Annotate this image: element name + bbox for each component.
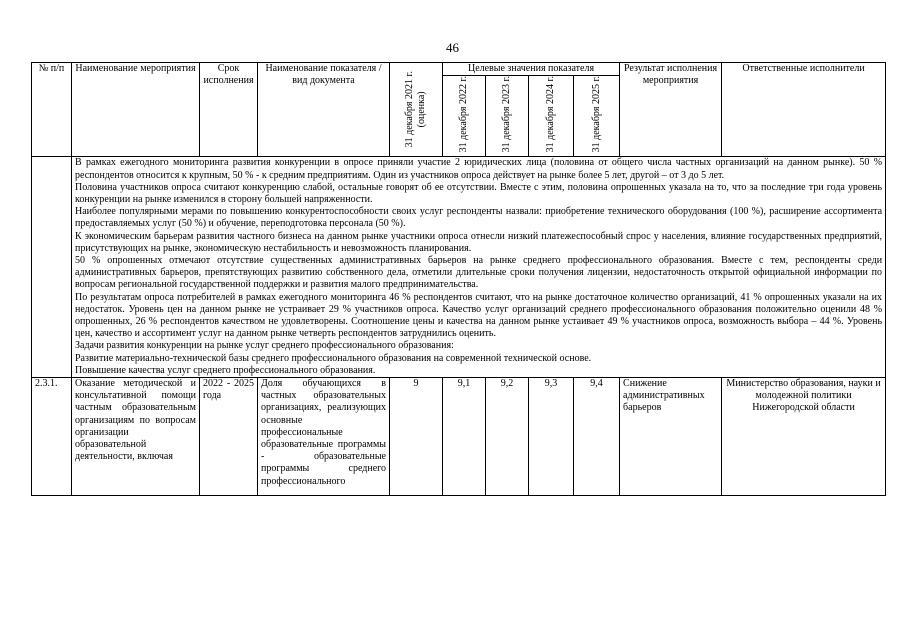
description-paragraph: 50 % опрошенных отмечают отсутствие существенных административных барьеров на рынке среднего профессионального образования. Вместе с тем, респонденты среди административных барьеров, препятствующих развитию собственного дела, отметили длительные сроки получения лицензии, недостаточность открытой официальной информации по вопросам региональной государственной поддержки и развития малого предпринимательства. — [75, 254, 883, 291]
description-paragraph: В рамках ежегодного мониторинга развития конкуренции в опросе приняли участие 2 юридических лица (половина от общего числа частных организаций на данном рынке). 50 % респондентов относится к крупным, 50 % - к средним предприятиям. Один из участников опроса действует на рынке более 5 лет, другой – от 3 до 5 лет. — [75, 157, 883, 181]
header-2025-text: 31 декабря 2025 г. — [590, 76, 602, 153]
row-result: Снижение административных барьеров — [620, 378, 722, 496]
description-cell — [72, 157, 886, 378]
header-deadline: Срок исполнения — [200, 63, 258, 157]
measures-table — [31, 62, 886, 496]
description-paragraph: Повышение качества услуг среднего профессионального образования. — [75, 364, 376, 376]
row-value-2022: 9,1 — [443, 378, 486, 496]
header-result: Результат исполнения мероприятия — [620, 63, 722, 157]
header-2021 — [390, 63, 443, 157]
description-paragraph: Задачи развития конкуренции на рынке услуг среднего профессионального образования: — [75, 340, 454, 352]
description-paragraph: Развитие материально-технической базы среднего профессионального образования на современной технической основе. — [75, 352, 592, 364]
header-indicator-name: Наименование показателя / вид документа — [258, 63, 390, 157]
description-paragraph: Наиболее популярными мерами по повышению конкурентоспособности своих услуг респонденты назвали: приобретение технического оборудования (100 %), расширение ассортимента предоставляемых услуг (50 %) и обучение, переподготовка персонала (50 %). — [75, 206, 883, 230]
header-2021-text: 31 декабря 2021 г. (оценка) — [404, 71, 427, 148]
description-paragraph: К экономическим барьерам развития частного бизнеса на данном рынке участники опроса отнесли низкий платежеспособный спрос у населения, влияние государственных предприятий, присутствующих на рынке, экономическую нестабильность и невозможность планирования. — [75, 230, 883, 254]
description-empty-cell — [32, 157, 72, 378]
page-number: 46 — [446, 40, 459, 55]
row-responsible: Министерство образования, науки и молодежной политики Нижегородской области — [722, 378, 886, 496]
header-responsible: Ответственные исполнители — [722, 63, 886, 157]
header-2023-text: 31 декабря 2023 г. — [501, 76, 512, 153]
row-value-2021: 9 — [390, 378, 443, 496]
header-2025 — [574, 76, 620, 157]
row-deadline: 2022 - 2025 года — [200, 378, 258, 496]
header-2022 — [443, 76, 486, 157]
description-paragraph: Половина участников опроса считают конкуренцию слабой, остальные говорят об ее отсутствии. Вместе с этим, половина опрошенных указала на то, что за последние три года уровень конкуренции на рынке изменился в сторону большей напряженности. — [75, 181, 883, 205]
row-number: 2.3.1. — [32, 378, 72, 496]
header-2024-text: 31 декабря 2024 г. — [545, 76, 556, 153]
header-num: № п/п — [32, 63, 72, 157]
table-row — [32, 378, 886, 496]
row-value-2023: 9,2 — [486, 378, 529, 496]
row-value-2025: 9,4 — [574, 378, 620, 496]
header-2022-text: 31 декабря 2022 г. — [458, 76, 469, 153]
description-paragraph: По результатам опроса потребителей в рамках ежегодного мониторинга 46 % респондентов считают, что на рынке достаточное количество организаций, 41 % опрошенных указали на их недостаток. Уровень цен на данном рынке не устраивает 29 % участников опроса. Качество услуг организаций среднего профессионального образования положительно оценили 48 % опрошенных, 26 % респондентов качеством не удовлетворены. Соотношение цены и качества на данном рынке устаивает 49 % участников опроса, возможность выбора – 44 %. Уровень цен, качество и ассортимент услуг на данном рынке четверть респондентов затруднились оценить. — [75, 291, 883, 340]
header-2023 — [486, 76, 529, 157]
header-2024 — [529, 76, 574, 157]
header-event-name: Наименование мероприятия — [72, 63, 200, 157]
header-target-values: Целевые значения показателя — [443, 63, 620, 76]
row-value-2024: 9,3 — [529, 378, 574, 496]
row-event: Оказание методической и консультативной помощи частным образовательным организациям по вопросам организации образовательной деятельности, включая — [72, 378, 200, 496]
row-indicator: Доля обучающихся в частных образовательных организациях, реализующих основные профессиональные образовательные программы - образовательные программы среднего профессионального — [258, 378, 390, 496]
